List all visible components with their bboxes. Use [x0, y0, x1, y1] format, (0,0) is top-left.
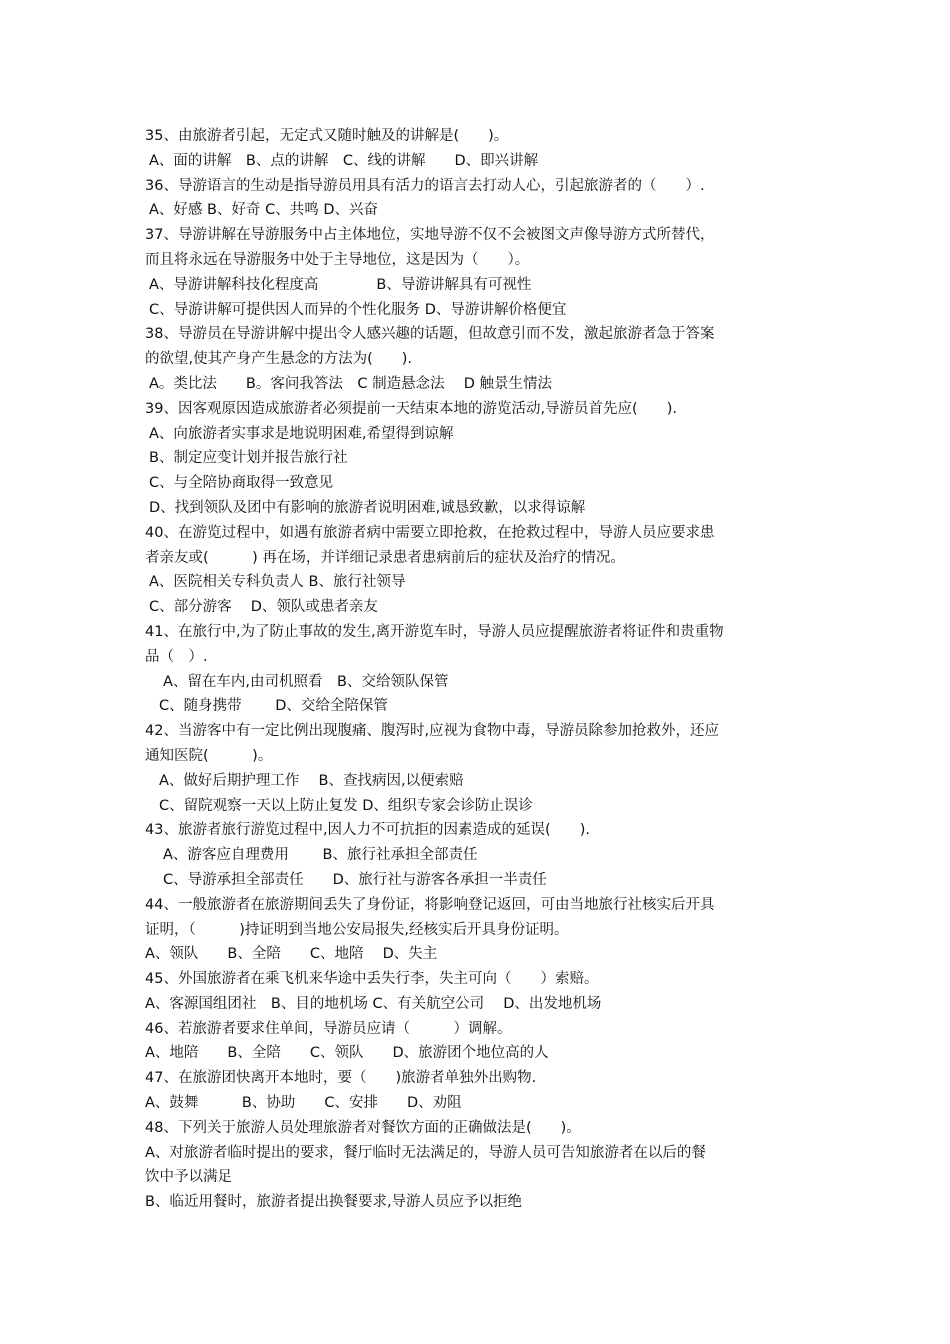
- question-38: 38、导游员在导游讲解中提出令人感兴趣的话题，但故意引而不发，激起旅游者急于答案: [145, 326, 715, 343]
- question-38-options: A。类比法 B。客问我答法 C 制造悬念法 D 触景生情法: [149, 375, 552, 392]
- question-35-options: A、面的讲解 B、点的讲解 C、线的讲解 D、即兴讲解: [149, 152, 539, 169]
- question-46-options: A、地陪 B、全陪 C、领队 D、旅游团个地位高的人: [145, 1045, 549, 1062]
- question-41-options-ab: A、留在车内,由司机照看 B、交给领队保管: [163, 673, 449, 690]
- question-40-options-ab: A、医院相关专科负责人 B、旅行社领导: [149, 574, 406, 591]
- question-46: 46、若旅游者要求住单间，导游员应请（ ）调解。: [145, 1020, 512, 1037]
- question-39-option-d: D、找到领队及团中有影响的旅游者说明困难,诚恳致歉，以求得谅解: [149, 499, 586, 516]
- question-42-options-ab: A、做好后期护理工作 B、查找病因,以便索赔: [159, 772, 464, 789]
- question-41-options-cd: C、随身携带 D、交给全陪保管: [159, 698, 388, 715]
- question-39: 39、因客观原因造成旅游者必须提前一天结束本地的游览活动,导游员首先应( ).: [145, 400, 677, 417]
- question-39-option-b: B、制定应变计划并报告旅行社: [149, 450, 348, 467]
- question-38-cont: 的欲望,使其产身产生悬念的方法为( ).: [145, 351, 413, 368]
- question-42-cont: 通知医院( )。: [145, 747, 273, 764]
- question-36: 36、导游语言的生动是指导游员用具有活力的语言去打动人心，引起旅游者的（ ）.: [145, 177, 705, 194]
- question-37-options-ab: A、导游讲解科技化程度高 B、导游讲解具有可视性: [149, 276, 532, 293]
- question-48-option-b: B、临近用餐时，旅游者提出换餐要求,导游人员应予以拒绝: [145, 1194, 523, 1211]
- question-45-options: A、客源国组团社 B、目的地机场 C、有关航空公司 D、出发地机场: [145, 995, 602, 1012]
- question-39-option-c: C、与全陪协商取得一致意见: [149, 475, 334, 492]
- question-44-cont: 证明，（ )持证明到当地公安局报失,经核实后开具身份证明。: [145, 921, 569, 938]
- question-40: 40、在游览过程中，如遇有旅游者病中需要立即抢救，在抢救过程中，导游人员应要求患: [145, 524, 715, 541]
- question-37: 37、导游讲解在导游服务中占主体地位，实地导游不仅不会被图文声像导游方式所替代，: [145, 227, 715, 244]
- question-40-cont: 者亲友或( ) 再在场，并详细记录患者患病前后的症状及治疗的情况。: [145, 549, 625, 566]
- question-37-options-cd: C、导游讲解可提供因人而异的个性化服务 D、导游讲解价格便宜: [149, 301, 567, 318]
- question-35: 35、由旅游者引起，无定式又随时触及的讲解是( )。: [145, 128, 509, 144]
- question-43-options-ab: A、游客应自理费用 B、旅行社承担全部责任: [163, 847, 478, 864]
- question-42: 42、当游客中有一定比例出现腹痛、腹泻时,应视为食物中毒，导游员除参加抢救外，还应: [145, 723, 720, 740]
- question-48-option-a-cont: 饮中予以满足: [145, 1169, 232, 1186]
- question-37-cont: 而且将永远在导游服务中处于主导地位，这是因为（ ）。: [145, 251, 530, 268]
- question-39-option-a: A、向旅游者实事求是地说明困难,希望得到谅解: [149, 425, 454, 442]
- question-43: 43、旅游者旅行游览过程中,因人力不可抗拒的因素造成的延误( ).: [145, 822, 590, 839]
- question-41: 41、在旅行中,为了防止事故的发生,离开游览车时，导游人员应提醒旅游者将证件和贵重物: [145, 623, 724, 640]
- question-44-options: A、领队 B、全陪 C、地陪 D、失主: [145, 946, 438, 963]
- question-47-options: A、鼓舞 B、协助 C、安排 D、劝阻: [145, 1095, 462, 1112]
- question-41-cont: 品（ ）.: [145, 648, 208, 665]
- question-45: 45、外国旅游者在乘飞机来华途中丢失行李，失主可向（ ）索赔。: [145, 971, 599, 988]
- question-42-options-cd: C、留院观察一天以上防止复发 D、组织专家会诊防止误诊: [159, 797, 533, 814]
- question-36-options: A、好感 B、好奇 C、共鸣 D、兴奋: [149, 202, 378, 219]
- question-48-option-a: A、对旅游者临时提出的要求，餐厅临时无法满足的，导游人员可告知旅游者在以后的餐: [145, 1144, 706, 1161]
- question-list: [145, 124, 810, 1215]
- question-43-options-cd: C、导游承担全部责任 D、旅行社与游客各承担一半责任: [163, 871, 547, 888]
- question-40-options-cd: C、部分游客 D、领队或患者亲友: [149, 599, 378, 616]
- question-48: 48、下列关于旅游人员处理旅游者对餐饮方面的正确做法是( )。: [145, 1119, 581, 1136]
- question-47: 47、在旅游团快离开本地时，要（ )旅游者单独外出购物.: [145, 1070, 537, 1087]
- question-44: 44、一般旅游者在旅游期间丢失了身份证，将影响登记返回，可由当地旅行社核实后开具: [145, 896, 715, 913]
